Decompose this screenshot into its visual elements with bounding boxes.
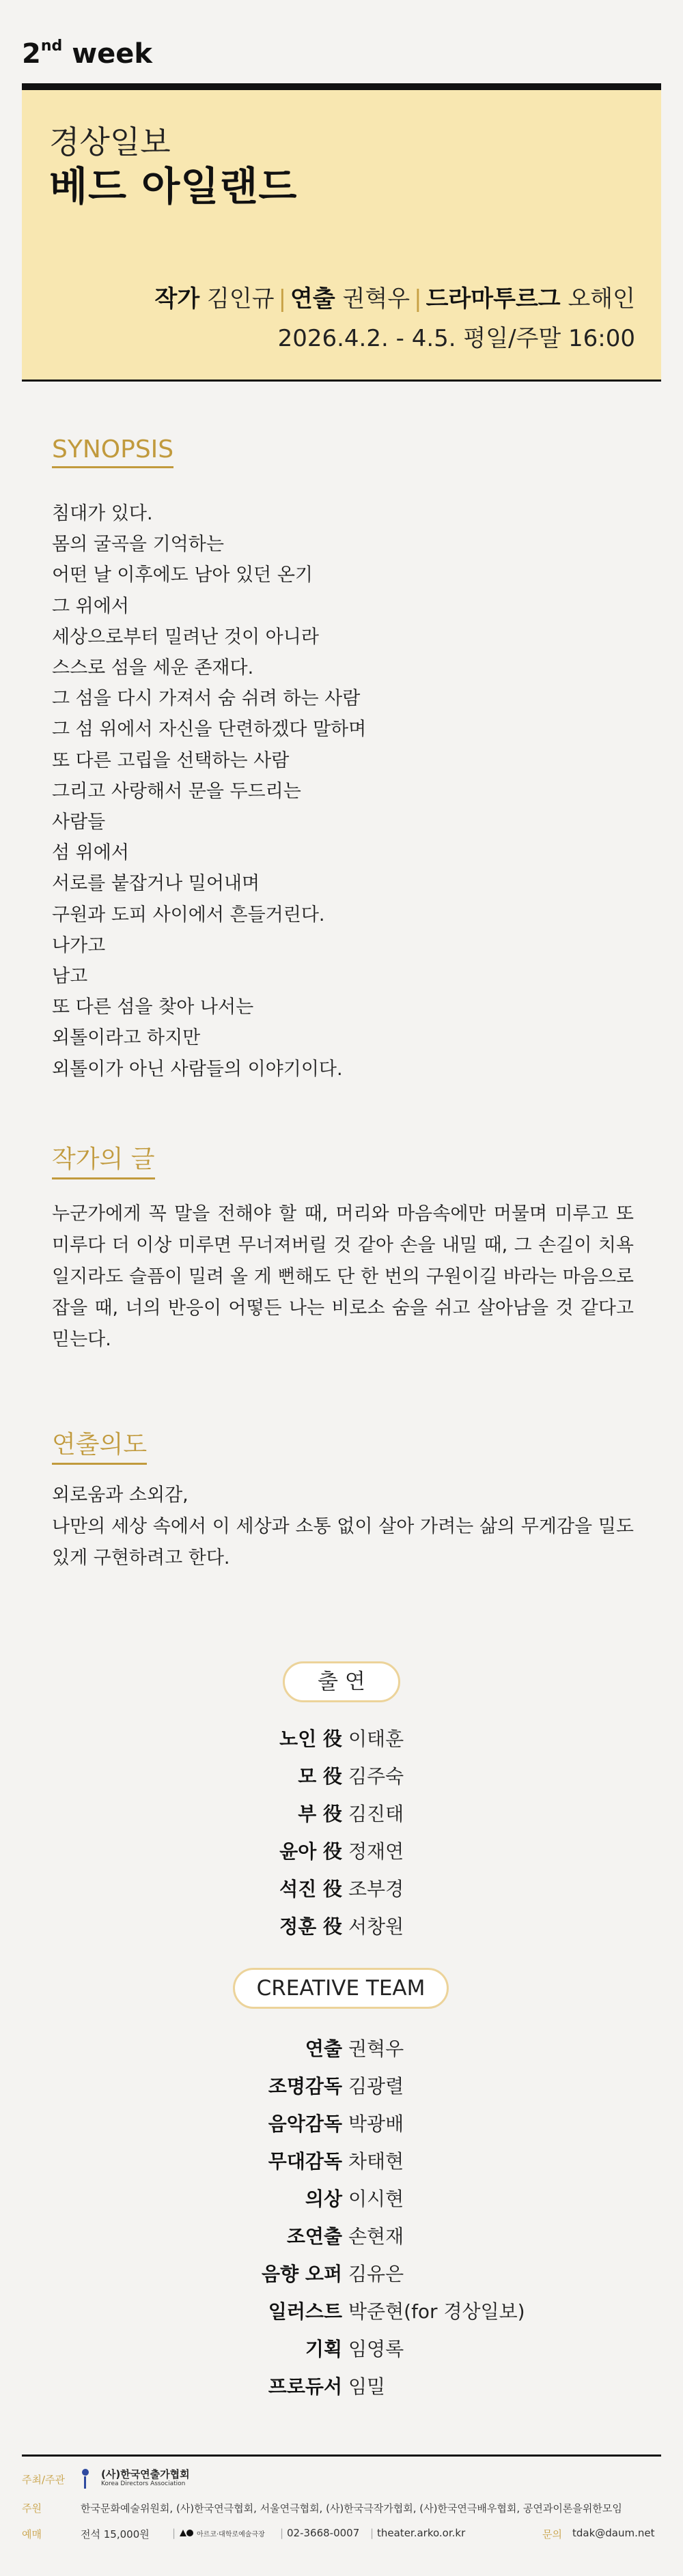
performance-date: 2026.4.2. - 4.5. 평일/주말 16:00 — [277, 325, 635, 352]
director-intent-heading: 연출의도 — [52, 1425, 147, 1465]
footer-divider: | — [280, 2527, 284, 2539]
title-banner — [22, 90, 661, 382]
cast-row: 노인 役 이태훈 — [279, 1728, 404, 1750]
synopsis-line: 그 섬 위에서 자신을 단련하겠다 말하며 — [52, 719, 367, 741]
synopsis-line: 외톨이라고 하지만 — [52, 1027, 201, 1049]
synopsis-heading: SYNOPSIS — [52, 435, 173, 468]
director-intent-text: 나만의 세상 속에서 이 세상과 소통 없이 살아 가려는 삶의 무게감을 밀도 있게 구현하려고 한다. — [52, 1516, 634, 1569]
creative-team-list — [0, 2030, 683, 2405]
synopsis-line: 침대가 있다. — [52, 503, 153, 524]
synopsis-line: 또 다른 고립을 선택하는 사람 — [52, 749, 290, 771]
ticket-label: 예매 — [22, 2528, 42, 2541]
creative-row: 의상 이시현 — [305, 2188, 404, 2210]
synopsis-line: 그 섬을 다시 가져서 숨 쉬려 하는 사람 — [52, 688, 361, 710]
host-label: 주최/주관 — [22, 2474, 66, 2486]
creative-row: 조연출 손현재 — [286, 2225, 404, 2248]
footer-rule — [22, 2455, 661, 2457]
creative-row: 연출 권혁우 — [305, 2037, 404, 2060]
synopsis-line: 나가고 — [52, 934, 106, 956]
synopsis-line: 구원과 도피 사이에서 흔들거린다. — [52, 904, 325, 926]
creative-row: 음향 오퍼 김유은 — [262, 2263, 404, 2285]
writer-note-heading: 작가의 글 — [52, 1140, 155, 1179]
cast-row: 석진 役 조부경 — [279, 1878, 404, 1900]
week-label: 2nd week — [22, 37, 153, 70]
kda-logo-icon — [81, 2467, 94, 2491]
synopsis-line: 어떤 날 이후에도 남아 있던 온기 — [52, 564, 313, 586]
sponsor-list: 한국문화예술위원회, (사)한국연극협회, 서울연극협회, (사)한국극작가협회, (사)한국연극배우협회, 공연과이론을위한모임 — [81, 2502, 622, 2515]
cast-row: 윤아 役 정재연 — [279, 1840, 404, 1863]
synopsis-line: 섬 위에서 — [52, 842, 129, 864]
cast-list — [0, 1720, 683, 1945]
synopsis-line: 남고 — [52, 966, 88, 988]
synopsis-line: 세상으로부터 밀려난 것이 아니라 — [52, 626, 319, 648]
credit-divider: | — [278, 285, 287, 313]
synopsis-text — [52, 498, 366, 1085]
synopsis-line: 몸의 굴곡을 기억하는 — [52, 534, 224, 556]
ticket-price: 전석 15,000원 — [81, 2528, 150, 2541]
synopsis-line: 사람들 — [52, 812, 106, 833]
footer-divider: | — [370, 2527, 374, 2539]
presenter-name: 경상일보 — [49, 124, 171, 160]
creative-row: 기획 임영록 — [305, 2338, 404, 2360]
footer-divider: | — [172, 2527, 176, 2539]
synopsis-line: 그 위에서 — [52, 595, 129, 617]
host-org: (사)한국연출가협회 — [101, 2468, 190, 2480]
creative-row: 음악감독 박광배 — [268, 2113, 404, 2135]
synopsis-line: 외톨이가 아닌 사람들의 이야기이다. — [52, 1058, 343, 1080]
director-intent-line: 외로움과 소외감, — [52, 1485, 189, 1506]
synopsis-line: 서로를 붙잡거나 밀어내며 — [52, 873, 260, 895]
ticket-phone[interactable]: 02-3668-0007 — [287, 2527, 360, 2539]
writer-note-text: 누군가에게 꼭 말을 전해야 할 때, 머리와 마음속에만 머물며 미루고 또 미루다 더 이상 미루면 무너져버릴 것 같아 손을 내밀 때, 그 손길이 치욕일지라도 슬픔이 밀려 올 게 뻔해도 단 한 번의 구원이길 바라는 마음으로 잡을 때, 너의 반응이 어떻든 나는 비로소 숨을 쉬고 살아남을 것 같다고 믿는다. — [52, 1203, 634, 1350]
cast-heading: 출 연 — [283, 1661, 400, 1702]
header-rule — [22, 83, 661, 90]
creative-row: 조명감독 김광렬 — [268, 2075, 404, 2098]
credit-divider: | — [414, 285, 422, 313]
inquiry-label: 문의 — [542, 2528, 562, 2541]
cast-row: 정훈 役 서창원 — [279, 1915, 404, 1938]
cast-row: 모 役 김주숙 — [298, 1765, 404, 1788]
inquiry-email[interactable]: tdak@daum.net — [572, 2527, 655, 2539]
creative-row: 무대감독 차태현 — [268, 2150, 404, 2173]
ticket-website[interactable]: theater.arko.or.kr — [377, 2527, 466, 2539]
synopsis-line: 스스로 섬을 세운 존재다. — [52, 657, 254, 679]
synopsis-line: 그리고 사랑해서 문을 두드리는 — [52, 780, 301, 802]
main-credits: 작가 김인규 | 연출 권혁우 | 드라마투르그 오해인 — [154, 285, 635, 313]
creative-row: 일러스트 박준현(for 경상일보) — [268, 2300, 525, 2323]
venue-name: 아르코·대학로예술극장 — [197, 2531, 265, 2538]
play-title: 베드 아일랜드 — [49, 163, 298, 210]
creative-row: 프로듀서 임밀 — [268, 2375, 386, 2398]
synopsis-line: 또 다른 섬을 찾아 나서는 — [52, 997, 254, 1018]
host-org-english: Korea Directors Association — [101, 2480, 186, 2487]
cast-row: 부 役 김진태 — [298, 1803, 404, 1825]
sponsor-label: 주원 — [22, 2502, 42, 2515]
creative-team-heading: CREATIVE TEAM — [233, 1968, 449, 2009]
arko-logo-icon — [179, 2528, 194, 2538]
